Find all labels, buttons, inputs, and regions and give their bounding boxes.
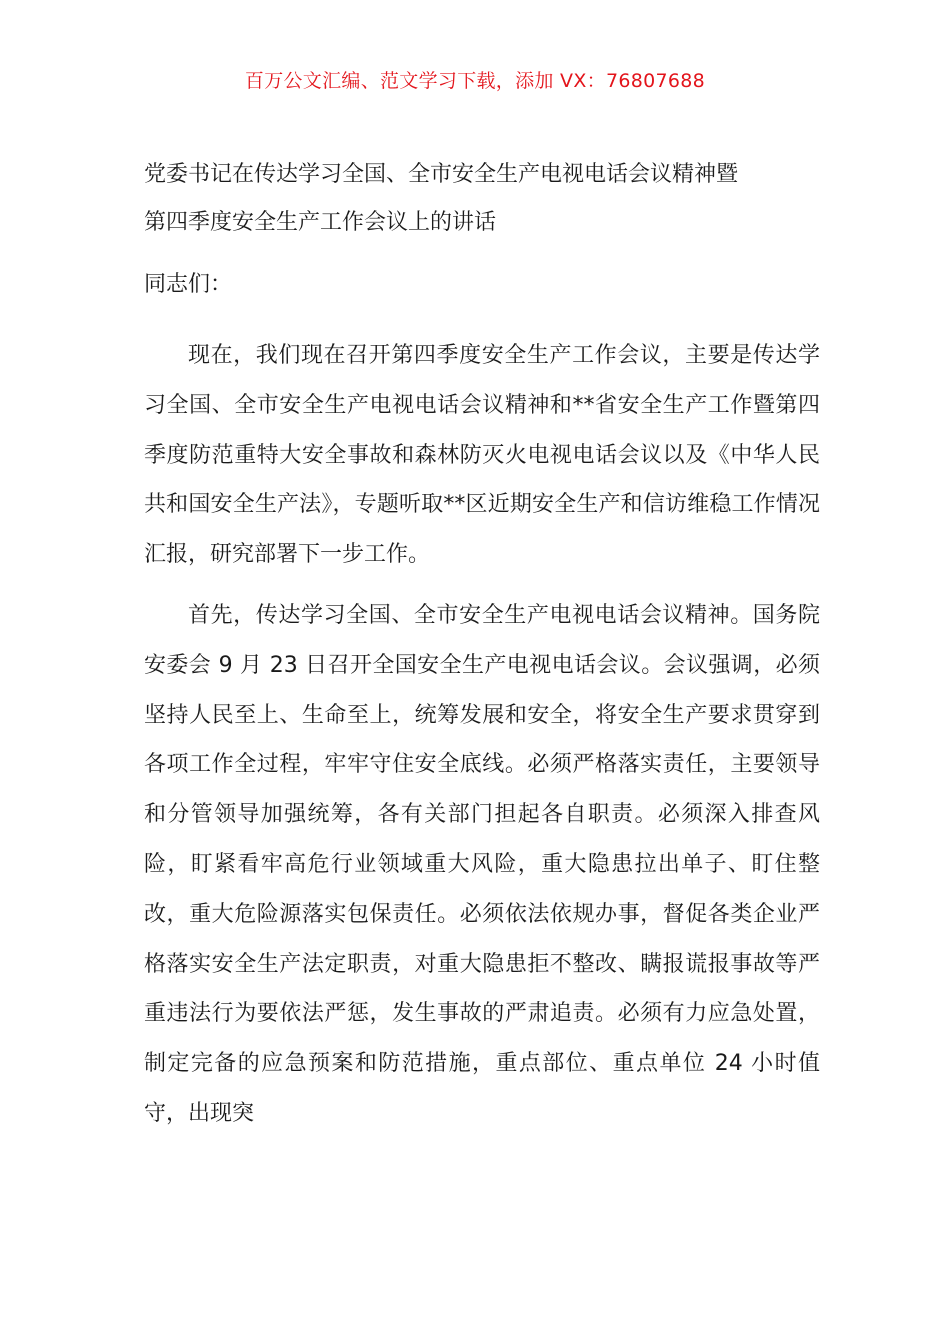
- header-banner: 百万公文汇编、范文学习下载，添加 VX：76807688: [244, 70, 706, 92]
- body-paragraph: 现在，我们现在召开第四季度安全生产工作会议，主要是传达学习全国、全市安全生产电视电话会议精神和**省安全生产工作暨第四季度防范重特大安全事故和森林防灭火电视电话会议以及《中华人民共和国安全生产法》，专题听取**区近期安全生产和信访维稳工作情况汇报，研究部署下一步工作。: [144, 343, 820, 568]
- salutation: 同志们：: [144, 272, 233, 297]
- document-title-line-1: 党委书记在传达学习全国、全市安全生产电视电话会议精神暨: [144, 162, 739, 187]
- document-title-line-2: 第四季度安全生产工作会议上的讲话: [144, 210, 497, 235]
- body-paragraph: 首先，传达学习全国、全市安全生产电视电话会议精神。国务院安委会 9 月 23 日召开全国安全生产电视电话会议。会议强调，必须坚持人民至上、生命至上，统筹发展和安全，将安全生产要求贯穿到各项工作全过程，牢牢守住安全底线。必须严格落实责任，主要领导和分管领导加强统筹，各有关部门担起各自职责。必须深入排查风险，盯紧看牢高危行业领域重大风险，重大隐患拉出单子、盯住整改，重大危险源落实包保责任。必须依法依规办事，督促各类企业严格落实安全生产法定职责，对重大隐患拒不整改、瞒报谎报事故等严重违法行为要依法严惩，发生事故的严肃追责。必须有力应急处置，制定完备的应急预案和防范措施，重点部位、重点单位 24 小时值守，出现突: [144, 602, 820, 1126]
- document-body: [144, 156, 820, 1139]
